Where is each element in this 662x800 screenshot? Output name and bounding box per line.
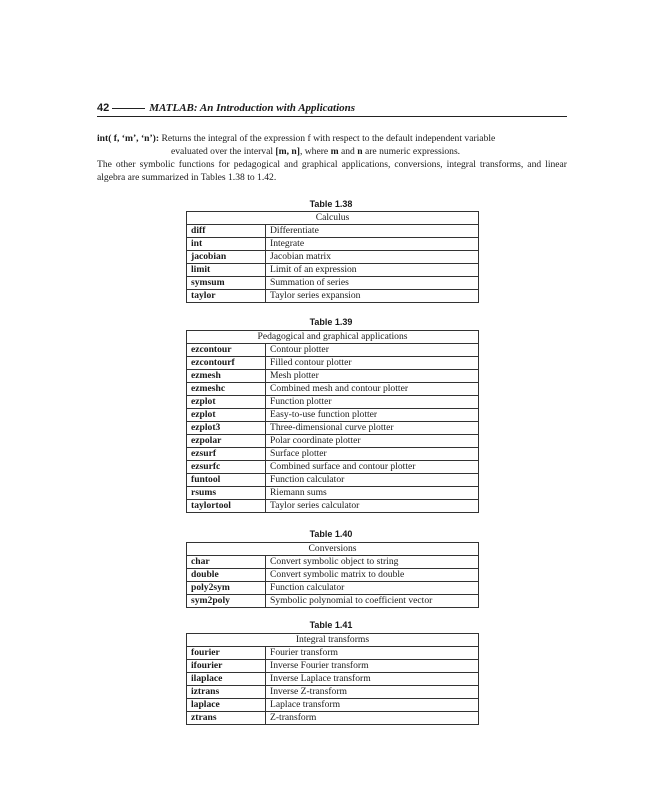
function-desc: Taylor series calculator <box>266 500 479 513</box>
table-conversions <box>186 542 479 608</box>
function-desc: Limit of an expression <box>266 264 479 277</box>
table-row <box>187 686 479 699</box>
function-name: ezcontour <box>187 344 266 357</box>
table-calculus <box>186 211 479 303</box>
function-name: poly2sym <box>187 582 266 595</box>
table-row <box>187 448 479 461</box>
function-name: double <box>187 569 266 582</box>
function-name: ezplot <box>187 396 266 409</box>
function-name: iztrans <box>187 686 266 699</box>
function-desc: Filled contour plotter <box>266 357 479 370</box>
function-name: ezsurfc <box>187 461 266 474</box>
table-row <box>187 569 479 582</box>
function-name: ezpolar <box>187 435 266 448</box>
table-row <box>187 370 479 383</box>
function-name: symsum <box>187 277 266 290</box>
function-desc: Function plotter <box>266 396 479 409</box>
function-name: sym2poly <box>187 595 266 608</box>
function-name: ilaplace <box>187 673 266 686</box>
function-name: ezsurf <box>187 448 266 461</box>
table-row <box>187 435 479 448</box>
function-name: ztrans <box>187 712 266 725</box>
book-title: MATLAB: An Introduction with Applications <box>149 102 356 114</box>
function-name: rsums <box>187 487 266 500</box>
function-desc: Laplace transform <box>266 699 479 712</box>
def-text: , where <box>299 146 331 157</box>
function-name: diff <box>187 225 266 238</box>
int-term: int( f, ‘m’, ‘n’): <box>97 133 160 144</box>
function-desc: Jacobian matrix <box>266 251 479 264</box>
function-desc: Function calculator <box>266 474 479 487</box>
def-m: m <box>330 146 339 157</box>
function-name: jacobian <box>187 251 266 264</box>
table-row <box>187 595 479 608</box>
function-desc: Inverse Fourier transform <box>266 660 479 673</box>
def-text: and <box>338 146 358 157</box>
table-row <box>187 422 479 435</box>
table-pedagogical <box>186 330 479 513</box>
function-desc: Summation of series <box>266 277 479 290</box>
function-name: limit <box>187 264 266 277</box>
int-def-line2 <box>97 145 567 158</box>
running-header <box>97 101 567 115</box>
def-interval: [m, n] <box>275 146 300 157</box>
table-row <box>187 290 479 303</box>
table-caption: Table 1.40 <box>309 529 353 539</box>
function-desc: Combined mesh and contour plotter <box>266 383 479 396</box>
summary-paragraph: The other symbolic functions for pedagogical and graphical applications, conversions, integral transforms, and linear algebra are summarized in Tables 1.38 to 1.42. <box>97 159 567 183</box>
function-desc: Surface plotter <box>266 448 479 461</box>
function-desc: Differentiate <box>266 225 479 238</box>
table-row <box>187 344 479 357</box>
def-n: n <box>357 146 363 157</box>
function-name: char <box>187 556 266 569</box>
def-text: are numeric expressions. <box>362 146 461 157</box>
table-row <box>187 277 479 290</box>
header-rule <box>112 108 145 109</box>
header-divider <box>97 116 567 117</box>
def-text: evaluated over the interval <box>171 146 276 157</box>
function-desc: Z-transform <box>266 712 479 725</box>
page-number: 42 <box>97 102 110 114</box>
function-name: taylor <box>187 290 266 303</box>
function-desc: Inverse Laplace transform <box>266 673 479 686</box>
function-desc: Taylor series expansion <box>266 290 479 303</box>
table-row <box>187 238 479 251</box>
table-row <box>187 647 479 660</box>
function-desc: Convert symbolic object to string <box>266 556 479 569</box>
function-name: ezplot <box>187 409 266 422</box>
table-caption: Table 1.41 <box>309 620 353 630</box>
table-row <box>187 396 479 409</box>
function-name: fourier <box>187 647 266 660</box>
table-row <box>187 251 479 264</box>
function-name: ezcontourf <box>187 357 266 370</box>
table-heading: Calculus <box>187 212 479 225</box>
function-desc: Function calculator <box>266 582 479 595</box>
table-row <box>187 474 479 487</box>
function-desc: Mesh plotter <box>266 370 479 383</box>
function-name: ifourier <box>187 660 266 673</box>
function-desc: Fourier transform <box>266 647 479 660</box>
table-row <box>187 699 479 712</box>
function-name: int <box>187 238 266 251</box>
table-row <box>187 673 479 686</box>
table-row <box>187 500 479 513</box>
function-desc: Convert symbolic matrix to double <box>266 569 479 582</box>
function-desc: Polar coordinate plotter <box>266 435 479 448</box>
function-desc: Integrate <box>266 238 479 251</box>
table-row <box>187 383 479 396</box>
function-desc: Contour plotter <box>266 344 479 357</box>
table-row <box>187 225 479 238</box>
table-row <box>187 357 479 370</box>
int-definition <box>97 132 567 158</box>
table-heading: Conversions <box>187 543 479 556</box>
table-caption: Table 1.39 <box>309 317 353 327</box>
table-heading: Pedagogical and graphical applications <box>187 331 479 344</box>
function-name: taylortool <box>187 500 266 513</box>
table-row <box>187 409 479 422</box>
function-desc: Three-dimensional curve plotter <box>266 422 479 435</box>
table-row <box>187 264 479 277</box>
function-name: funtool <box>187 474 266 487</box>
table-row <box>187 556 479 569</box>
function-desc: Combined surface and contour plotter <box>266 461 479 474</box>
function-name: ezplot3 <box>187 422 266 435</box>
table-integral-transforms <box>186 633 479 725</box>
function-desc: Easy-to-use function plotter <box>266 409 479 422</box>
int-def-line1: Returns the integral of the expression f with respect to the default independent variable <box>161 133 496 144</box>
function-name: ezmeshc <box>187 383 266 396</box>
table-row <box>187 461 479 474</box>
table-caption: Table 1.38 <box>309 199 353 209</box>
function-desc: Inverse Z-transform <box>266 686 479 699</box>
function-name: laplace <box>187 699 266 712</box>
table-row <box>187 660 479 673</box>
table-row <box>187 487 479 500</box>
function-desc: Symbolic polynomial to coefficient vector <box>266 595 479 608</box>
table-row <box>187 712 479 725</box>
table-row <box>187 582 479 595</box>
function-name: ezmesh <box>187 370 266 383</box>
function-desc: Riemann sums <box>266 487 479 500</box>
table-heading: Integral transforms <box>187 634 479 647</box>
